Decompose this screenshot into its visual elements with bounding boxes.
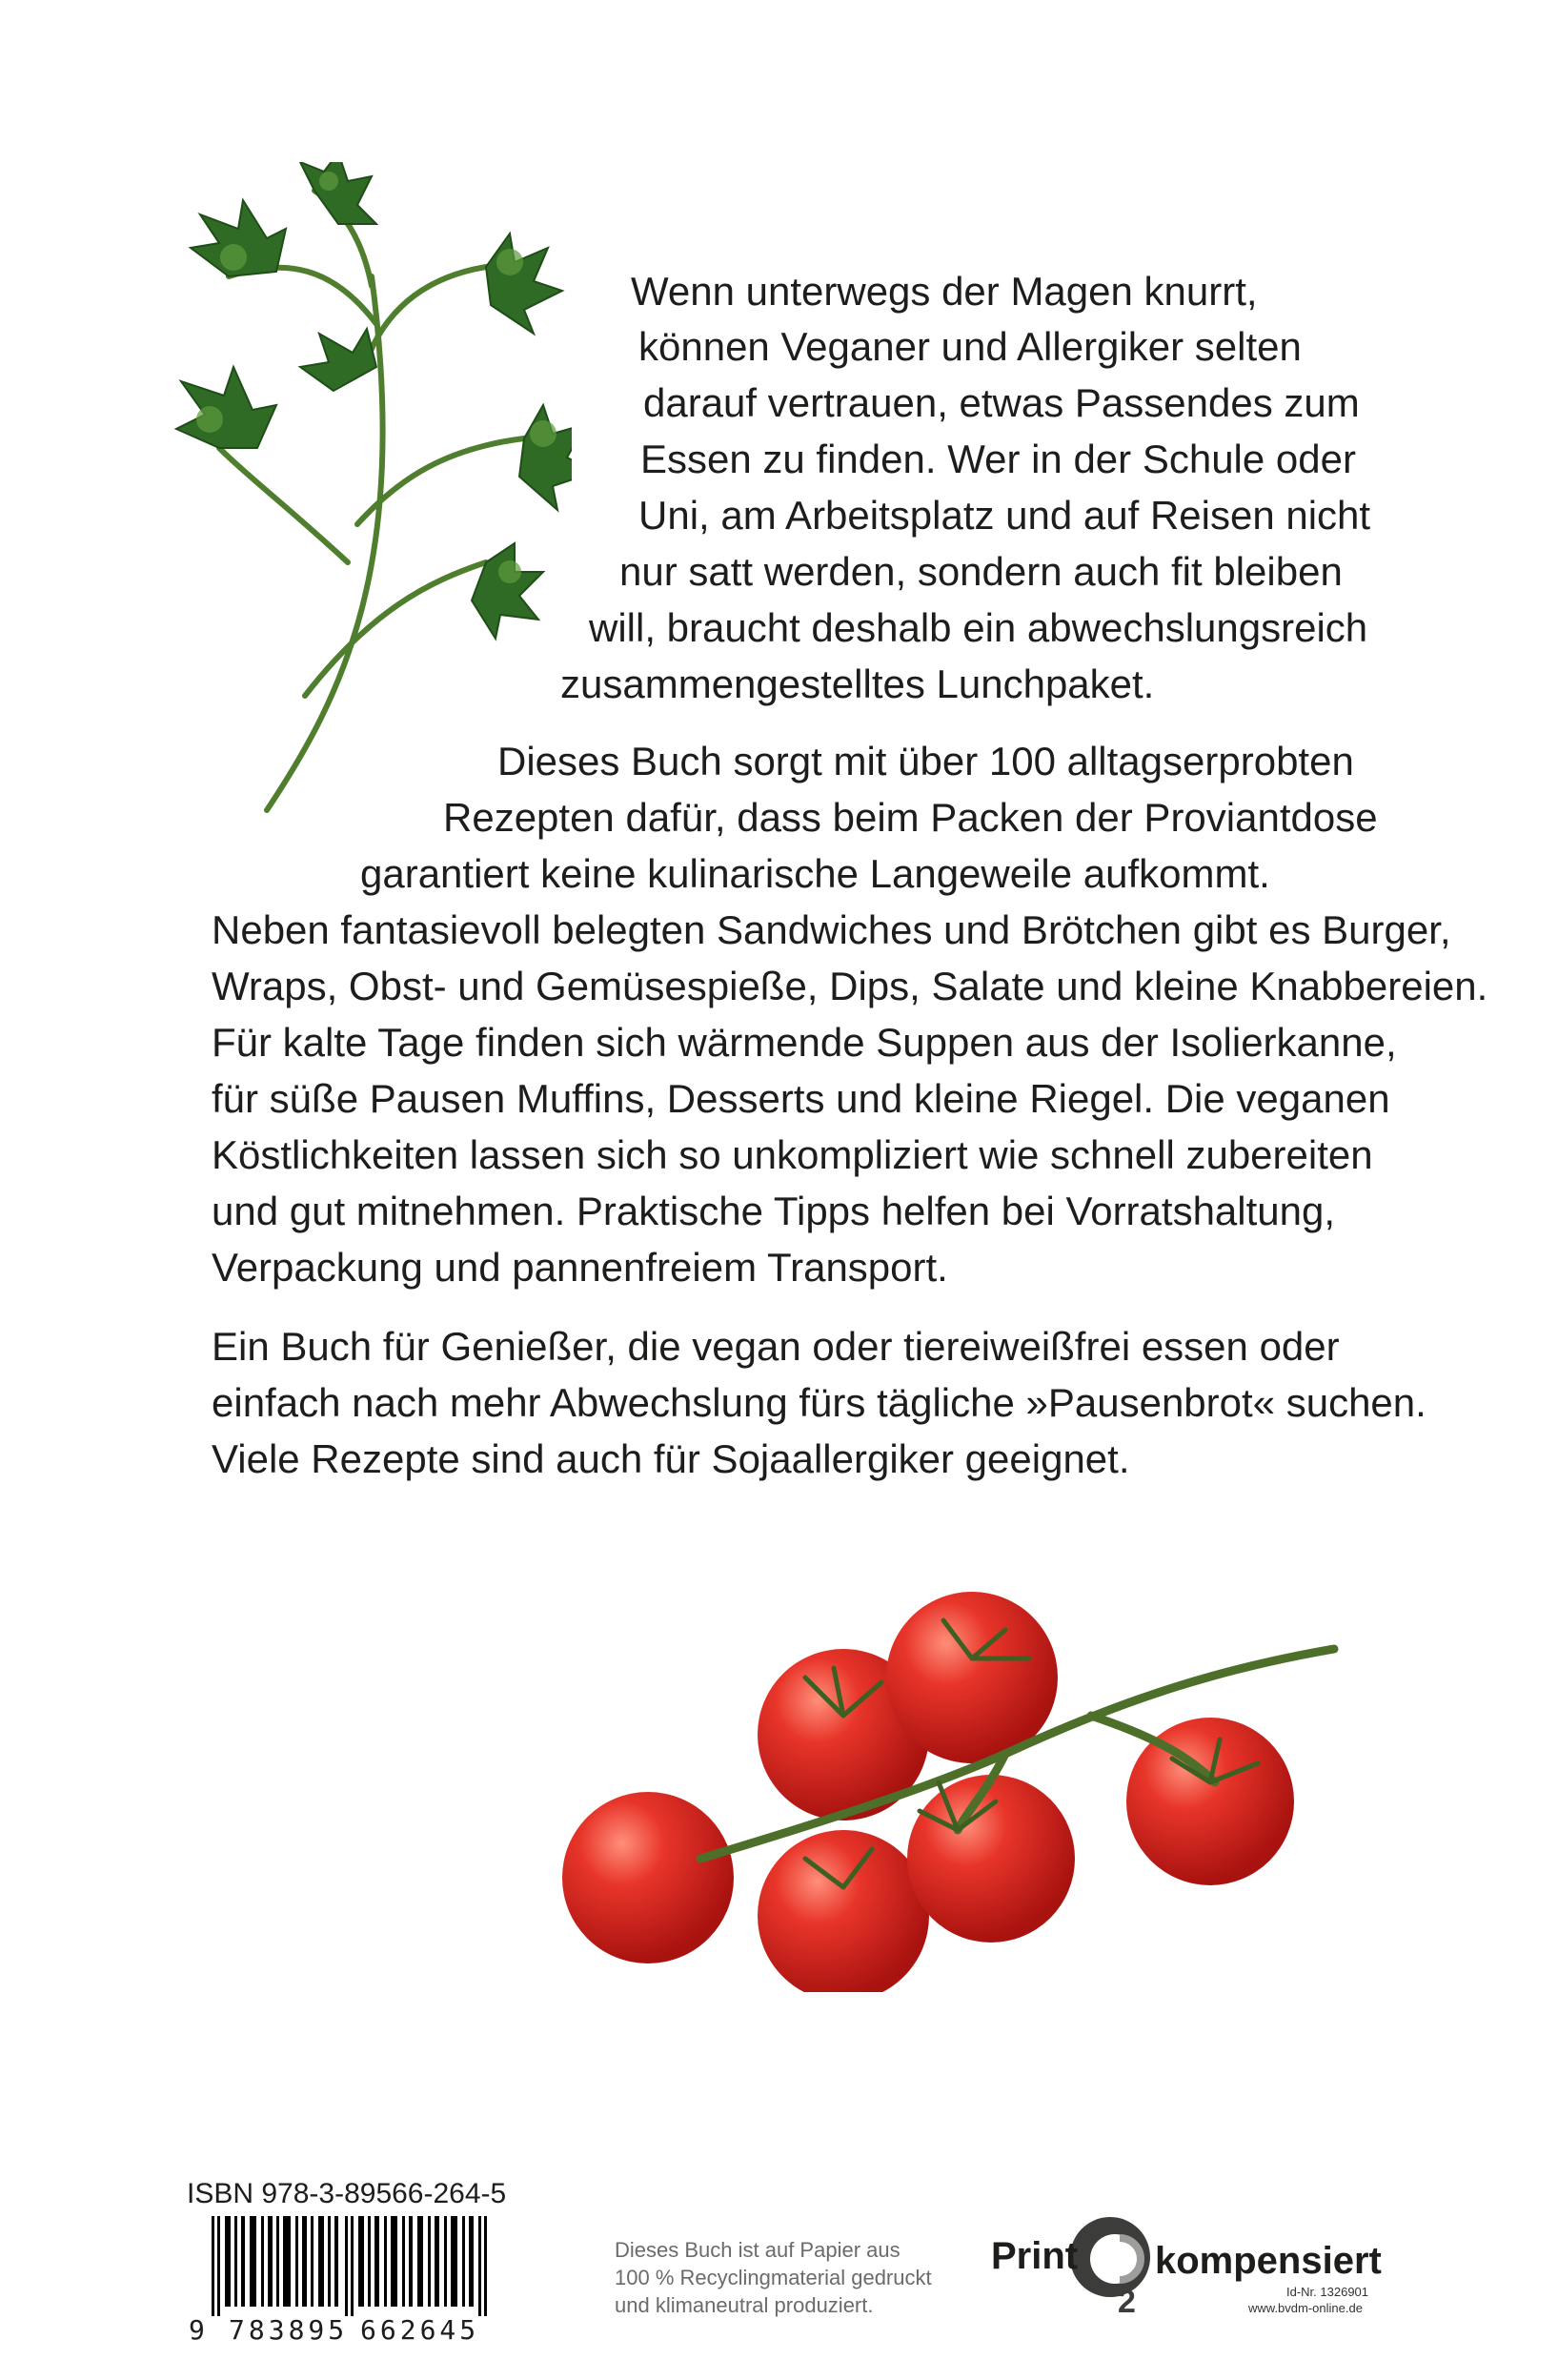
blurb-line: garantiert keine kulinarische Langeweile aufkommt. <box>360 851 1270 896</box>
svg-text:2: 2 <box>1118 2284 1136 2314</box>
blurb-line: Uni, am Arbeitsplatz und auf Reisen nicht <box>638 493 1371 538</box>
blurb-line: Köstlichkeiten lassen sich so unkompliziert wie schnell zubereiten <box>212 1132 1373 1177</box>
blurb-line: nur satt werden, sondern auch fit bleiben <box>619 549 1343 594</box>
print-logo-word: Print <box>991 2235 1079 2277</box>
blurb-line: Dieses Buch sorgt mit über 100 alltagserprobten <box>497 739 1354 783</box>
barcode-digit-lead: 9 <box>189 2314 205 2346</box>
isbn-text: ISBN 978-3-89566-264-5 <box>187 2178 507 2209</box>
print-logo-id: Id-Nr. 1326901 <box>1286 2285 1369 2299</box>
blurb-line: Verpackung und pannenfreiem Transport. <box>212 1245 948 1290</box>
cherry-tomatoes-illustration <box>557 1573 1339 1992</box>
blurb-line: zusammengestelltes Lunchpaket. <box>560 661 1155 706</box>
print-logo-url: www.bvdm-online.de <box>1248 2301 1363 2315</box>
blurb-line: Wraps, Obst- und Gemüsespieße, Dips, Salate und kleine Knabbereien. <box>212 964 1488 1008</box>
blurb-line: Für kalte Tage finden sich wärmende Suppen aus der Isolierkanne, <box>212 1020 1397 1065</box>
recycling-note-line: Dieses Buch ist auf Papier aus <box>615 2238 900 2262</box>
blurb-line: können Veganer und Allergiker selten <box>638 324 1302 369</box>
barcode-digits-left: 783895 <box>229 2314 349 2346</box>
blurb-line: Essen zu finden. Wer in der Schule oder <box>640 437 1356 481</box>
blurb-line: Viele Rezepte sind auch für Sojaallergiker geeignet. <box>212 1436 1130 1481</box>
blurb-line: will, braucht deshalb ein abwechslungsreich <box>589 605 1368 650</box>
recycling-note-line: 100 % Recyclingmaterial gedruckt <box>615 2266 932 2289</box>
kompensiert-logo-word: kompensiert <box>1155 2240 1382 2282</box>
blurb-line: Rezepten dafür, dass beim Packen der Proviantdose <box>443 795 1378 840</box>
recycling-note-line: und klimaneutral produziert. <box>615 2293 874 2317</box>
barcode <box>212 2216 488 2316</box>
blurb-line: Wenn unterwegs der Magen knurrt, <box>631 269 1258 314</box>
blurb-line: darauf vertrauen, etwas Passendes zum <box>643 380 1360 425</box>
blurb-line: Neben fantasievoll belegten Sandwiches und Brötchen gibt es Burger, <box>212 907 1451 952</box>
parsley-illustration <box>143 162 572 829</box>
blurb-line: für süße Pausen Muffins, Desserts und kleine Riegel. Die veganen <box>212 1076 1390 1121</box>
blurb-line: einfach nach mehr Abwechslung fürs tägliche »Pausenbrot« suchen. <box>212 1380 1426 1425</box>
blurb-line: Ein Buch für Genießer, die vegan oder tiereiweißfrei essen oder <box>212 1324 1340 1369</box>
barcode-digits-right: 662645 <box>360 2314 480 2346</box>
blurb-line: und gut mitnehmen. Praktische Tipps helfen bei Vorratshaltung, <box>212 1189 1336 1233</box>
